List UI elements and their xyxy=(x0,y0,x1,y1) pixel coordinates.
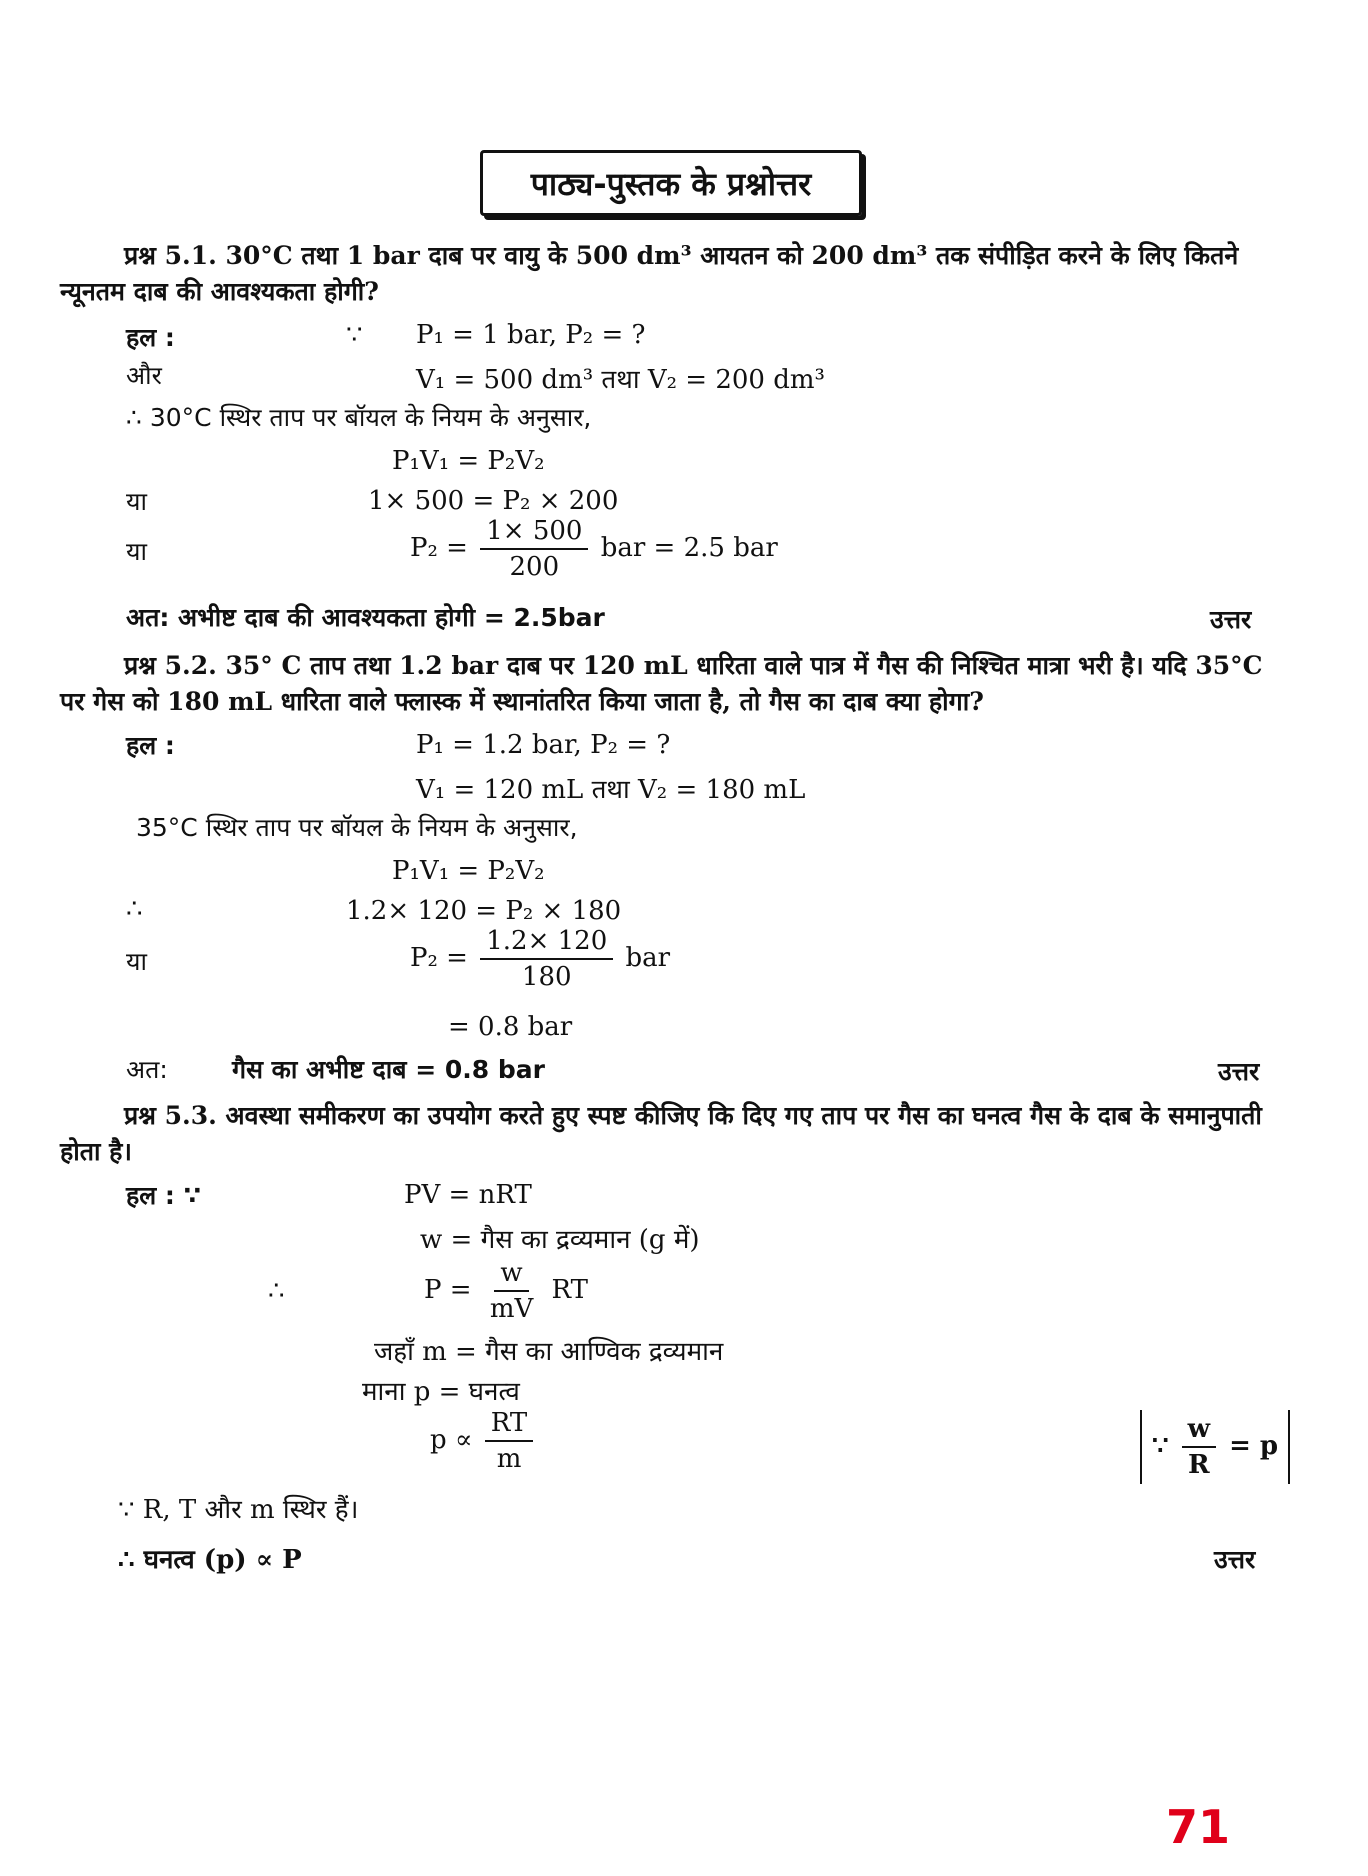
label-or: या xyxy=(126,537,147,566)
label-or: या xyxy=(126,947,147,976)
fraction-equation xyxy=(430,1406,537,1476)
fraction xyxy=(480,514,588,584)
fraction-denominator: 180 xyxy=(521,962,572,992)
fraction xyxy=(1182,1412,1216,1482)
answer-label: उत्तर xyxy=(1218,1057,1260,1086)
definition-line: माना p = घनत्व xyxy=(362,1377,520,1407)
equation-line: 1.2× 120 = P₂ × 180 xyxy=(346,896,622,926)
fraction-rhs: bar = 2.5 bar xyxy=(600,533,778,563)
therefore-symbol: ∴ xyxy=(126,894,143,924)
fraction-equation xyxy=(410,924,670,994)
label-and: और xyxy=(126,361,162,390)
section-title: पाठ्य-पुस्तक के प्रश्नोत्तर xyxy=(480,150,862,216)
equation-line: PV = nRT xyxy=(404,1180,532,1210)
equation-line: P₁V₁ = P₂V₂ xyxy=(392,446,545,476)
result-label: अत: xyxy=(126,1055,168,1084)
fraction-numerator: 1.2× 120 xyxy=(480,924,613,960)
fraction-rhs: bar xyxy=(625,943,671,973)
fraction-rhs: RT xyxy=(551,1275,588,1305)
label-or: या xyxy=(126,487,147,516)
fraction-denominator: mV xyxy=(489,1294,534,1324)
fraction-numerator: w xyxy=(1182,1412,1216,1448)
question-5-1: प्रश्न 5.1. 30°C तथा 1 bar दाब पर वायु के 500 dm³ आयतन को 200 dm³ तक संपीड़ित करने के लिए कितने न्यूनतम दाब की आवश्यकता होगी? xyxy=(60,241,1239,306)
equation-line: = 0.8 bar xyxy=(448,1012,573,1042)
definition-line: जहाँ m = गैस का आण्विक द्रव्यमान xyxy=(374,1337,724,1367)
fraction-numerator: 1× 500 xyxy=(480,514,588,550)
question-5-2: प्रश्न 5.2. 35° C ताप तथा 1.2 bar दाब पर 120 mL धारिता वाले पात्र में गैस की निश्चित मात्रा भरी है। यदि 35°C पर गेस को 180 mL धारिता वाले फ्लास्क में स्थानांतरित किया जाता है, तो गैस का दाब क्या होगा? xyxy=(60,651,1263,716)
answer-label: उत्तर xyxy=(1214,1545,1256,1574)
fraction-lhs: P = xyxy=(424,1275,472,1305)
solution-label: हल : ∵ xyxy=(126,1181,202,1210)
question-5-3: प्रश्न 5.3. अवस्था समीकरण का उपयोग करते हुए स्पष्ट कीजिए कि दिए गए ताप पर गैस का घनत्व गैस के दाब के समानुपाती होता है। xyxy=(60,1101,1262,1166)
fraction-lhs: P₂ = xyxy=(410,533,468,563)
fraction-numerator: w xyxy=(494,1256,528,1292)
fraction-equation xyxy=(424,1256,588,1326)
equation-line: 1× 500 = P₂ × 200 xyxy=(368,486,619,516)
therefore-symbol: ∴ xyxy=(268,1276,285,1306)
text-line: ∴ 30°C स्थिर ताप पर बॉयल के नियम के अनुसार, xyxy=(126,403,592,432)
fraction-denominator: m xyxy=(496,1444,522,1474)
final-line: ∴ घनत्व (p) ∝ P xyxy=(118,1545,302,1575)
text-line: ∵ R, T और m स्थिर हैं। xyxy=(118,1495,359,1525)
fraction-numerator: RT xyxy=(485,1406,533,1442)
since-symbol: ∵ xyxy=(346,320,363,350)
answer-label: उत्तर xyxy=(1210,605,1252,634)
fraction-rhs: = p xyxy=(1229,1431,1279,1461)
fraction-equation xyxy=(410,514,778,584)
fraction xyxy=(480,924,613,994)
definition-line: w = गैस का द्रव्यमान (g में) xyxy=(420,1225,700,1255)
text-line: 35°C स्थिर ताप पर बॉयल के नियम के अनुसार, xyxy=(136,813,578,842)
solution-label: हल : xyxy=(126,731,175,760)
fraction-denominator: 200 xyxy=(509,552,560,582)
equation-line: P₁V₁ = P₂V₂ xyxy=(392,856,545,886)
equation-line: V₁ = 120 mL तथा V₂ = 180 mL xyxy=(416,775,806,805)
fraction xyxy=(485,1406,533,1476)
side-note xyxy=(1140,1410,1290,1484)
equation-line: P₁ = 1.2 bar, P₂ = ? xyxy=(416,730,671,760)
equation-line: P₁ = 1 bar, P₂ = ? xyxy=(416,320,646,350)
equation-line: V₁ = 500 dm³ तथा V₂ = 200 dm³ xyxy=(416,365,825,395)
fraction-lhs: p ∝ xyxy=(430,1425,473,1455)
fraction xyxy=(484,1256,539,1326)
result-line: अत: अभीष्ट दाब की आवश्यकता होगी = 2.5bar xyxy=(126,603,605,632)
result-line: गैस का अभीष्ट दाब = 0.8 bar xyxy=(232,1055,545,1084)
fraction-lhs: P₂ = xyxy=(410,943,468,973)
page-number: 71 xyxy=(1166,1800,1231,1854)
solution-label: हल : xyxy=(126,323,175,352)
fraction-denominator: R xyxy=(1188,1450,1210,1480)
since-symbol: ∵ xyxy=(1152,1431,1169,1461)
